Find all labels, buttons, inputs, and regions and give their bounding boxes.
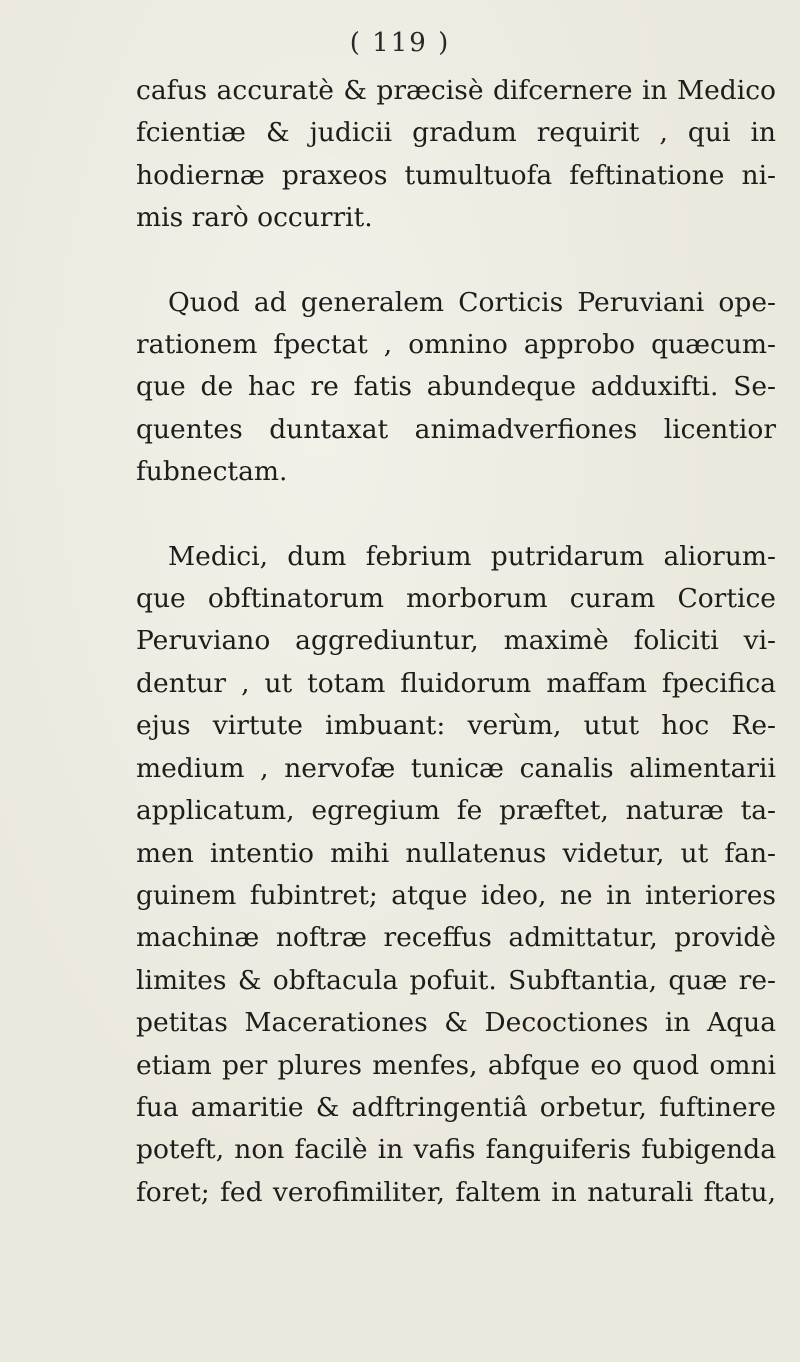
text-line: men intentio mihi nullatenus videtur, ut fan- xyxy=(136,837,776,869)
paragraph-2 xyxy=(136,282,776,494)
text-line: que de hac re fatis abundeque adduxifti. Se- xyxy=(136,371,776,403)
text-line: fcientiæ & judicii gradum requirit , qui in xyxy=(136,117,776,149)
text-line: fua amaritie & adftringentiâ orbetur, fuftinere xyxy=(136,1091,776,1123)
text-line: guinem fubintret; atque ideo, ne in interiores xyxy=(136,879,776,911)
text-line: poteft, non facilè in vafis fanguiferis fubigenda xyxy=(136,1134,776,1166)
text-line: rationem fpectat , omnino approbo quæcum- xyxy=(136,329,776,361)
text-line: etiam per plures menfes, abfque eo quod omni xyxy=(136,1049,776,1081)
text-line: applicatum, egregium fe præftet, naturæ ta- xyxy=(136,795,776,827)
text-line: cafus accuratè & præcisè difcernere in Medico xyxy=(136,75,776,106)
text-line: mis rarò occurrit. xyxy=(136,202,373,234)
text-line: limites & obftacula pofuit. Subftantia, quæ re- xyxy=(136,964,776,996)
text-line: Peruviano aggrediuntur, maximè foliciti vi- xyxy=(136,625,776,657)
text-line: fubnectam. xyxy=(136,456,288,488)
text-line: hodiernæ praxeos tumultuofa feftinatione ni- xyxy=(136,159,776,191)
text-line: medium , nervofæ tunicæ canalis alimentarii xyxy=(136,752,776,784)
paragraph-1 xyxy=(136,70,776,240)
page-number: ( 119 ) xyxy=(349,28,451,58)
text-line: Medici, dum febrium putridarum aliorum- xyxy=(168,540,776,572)
text-line: foret; fed verofimiliter, faltem in naturali ftatu, xyxy=(136,1176,776,1208)
text-line: petitas Macerationes & Decoctiones in Aqua xyxy=(136,1007,776,1039)
text-line: ejus virtute imbuant: verùm, utut hoc Re- xyxy=(136,710,776,742)
paragraph-3 xyxy=(136,536,776,1215)
text-line: dentur , ut totam fluidorum maffam fpecifica xyxy=(136,667,776,699)
text-line: machinæ noftræ receffus admittatur, providè xyxy=(136,922,776,954)
text-line: quentes duntaxat animadverfiones licentior xyxy=(136,413,776,445)
text-line: Quod ad generalem Corticis Peruviani ope- xyxy=(168,286,776,318)
paragraph-gap xyxy=(136,494,776,536)
body-text xyxy=(136,70,776,1214)
paragraph-gap xyxy=(136,240,776,282)
text-line: que obftinatorum morborum curam Cortice xyxy=(136,583,776,615)
